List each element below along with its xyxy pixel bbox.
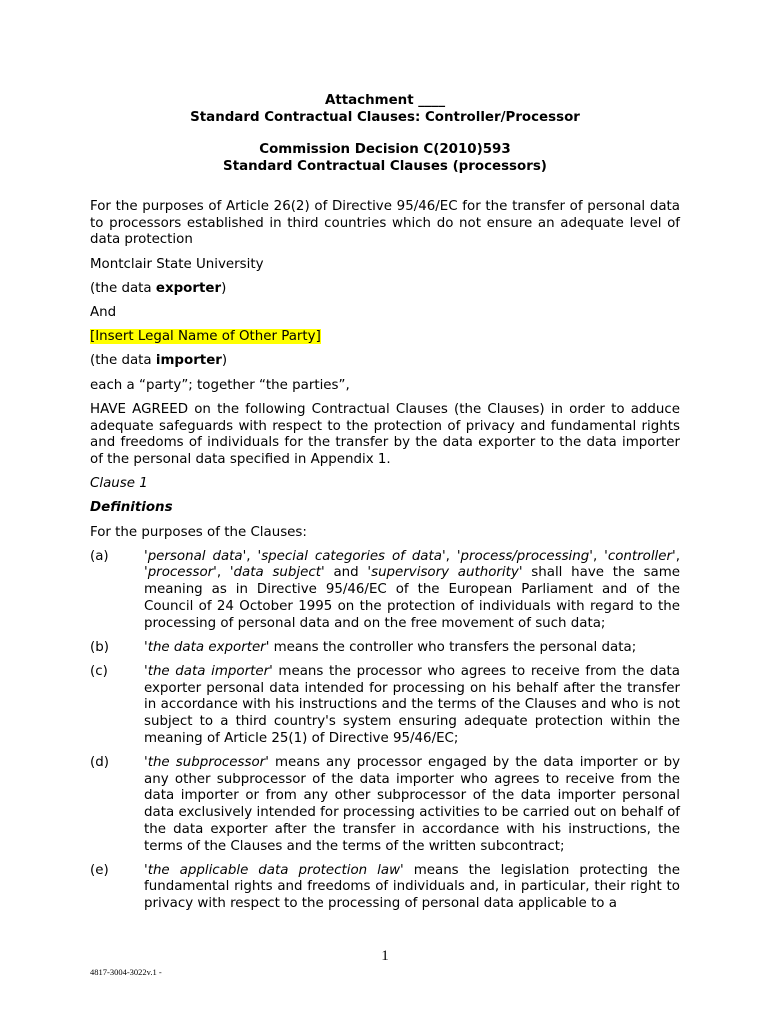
definition-label: (c) (90, 663, 108, 679)
definition-text: 'the data importer' means the processor who agrees to receive from the data exporter personal data intended for processing on his behalf after the transfer in accordance with his instructions and the terms of the Clauses and who is not subject to a third country's system ensuring adequate protection within the meaning of Article 25(1) of Directive 95/46/EC; (144, 663, 680, 746)
definition-b (90, 640, 680, 657)
document-id: 4817-3004-3022v.1 - (90, 967, 162, 977)
decision-subtitle: Standard Contractual Clauses (processors) (223, 159, 547, 174)
definitions-intro: For the purposes of the Clauses: (90, 524, 307, 540)
document-header (90, 92, 680, 175)
definition-e (90, 863, 680, 913)
definition-c (90, 664, 680, 748)
definition-a (90, 549, 680, 633)
page-number: 1 (381, 948, 389, 964)
definition-text: 'the data exporter' means the controller who transfers the personal data; (144, 639, 637, 655)
definition-label: (b) (90, 639, 109, 655)
definition-text: 'the applicable data protection law' means the legislation protecting the fundamental rights and freedoms of individuals and, in particular, their right to privacy with respect to the processing of personal data applicable to a (144, 862, 680, 912)
definition-label: (a) (90, 548, 109, 564)
highlighted-placeholder: [Insert Legal Name of Other Party] (90, 329, 321, 345)
definition-label: (d) (90, 754, 109, 770)
other-party-placeholder (90, 329, 680, 346)
decision-title: Commission Decision C(2010)593 (259, 142, 511, 157)
definition-d (90, 755, 680, 855)
agreed-paragraph: HAVE AGREED on the following Contractual Clauses (the Clauses) in order to adduce adequate safeguards with respect to the protection of privacy and fundamental rights and freedoms of individuals for the transfer by the data exporter to the data importer of the personal data specified in Appendix 1. (90, 401, 680, 467)
clauses-title: Standard Contractual Clauses: Controller/Processor (190, 110, 580, 125)
definition-text: 'the subprocessor' means any processor engaged by the data importer or by any other subprocessor of the data importer who agrees to receive from the data importer or from any other subprocessor of the data importer personal data exclusively intended for processing activities to be carried out on behalf of the data exporter after the transfer in accordance with his instructions, the terms of the Clauses and the terms of the written subcontract; (144, 754, 680, 854)
importer-role: (the data importer) (90, 353, 228, 369)
intro-paragraph: For the purposes of Article 26(2) of Directive 95/46/EC for the transfer of personal data to processors established in third countries which do not ensure an adequate level of data protection (90, 199, 680, 248)
exporter-name: Montclair State University (90, 256, 264, 272)
parties-text: each a “party”; together “the parties”, (90, 377, 350, 393)
exporter-role: (the data exporter) (90, 280, 227, 296)
clause-title: Clause 1 (90, 476, 148, 492)
attachment-title: Attachment ____ (324, 93, 446, 108)
definition-label: (e) (90, 862, 109, 878)
definition-text: 'personal data', 'special categories of data', 'process/processing', 'controller', 'processor', 'data subject' and 'supervisory authority' shall have the same meaning as in Directive 95/46/EC of the European Parliament and of the Council of 24 October 1995 on the protection of individuals with regard to the processing of personal data and on the free movement of such data; (144, 548, 680, 631)
document-body (90, 199, 680, 920)
and-text: And (90, 305, 117, 321)
definitions-heading: Definitions (90, 500, 173, 516)
